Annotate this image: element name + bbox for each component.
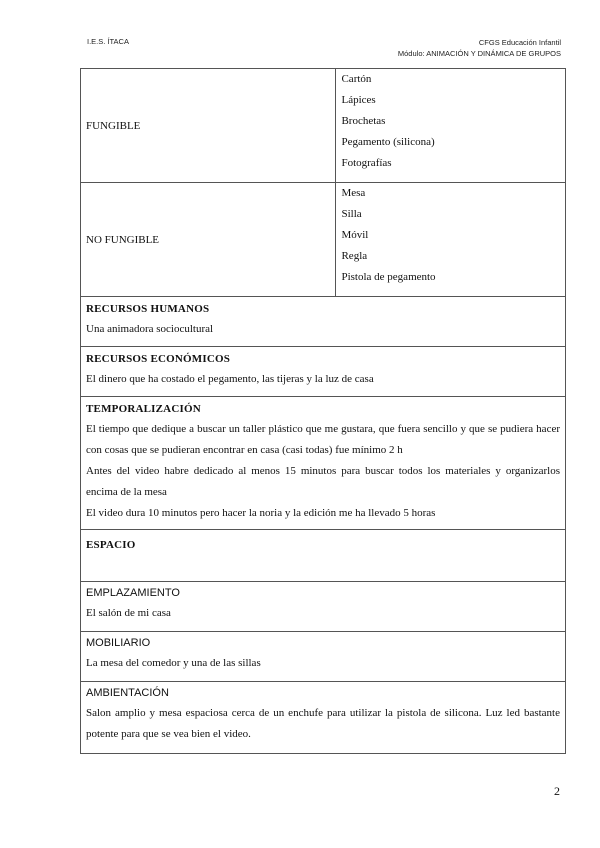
ambience-text: Salon amplio y mesa espaciosa cerca de un enchufe para utilizar la pistola de silicona. Luz led bastante potente para que se vea bien el video. [86,707,560,740]
economic-resources-row [81,347,566,397]
economic-resources-text: El dinero que ha costado el pegamento, las tijeras y la luz de casa [86,373,374,385]
furniture-cell [81,632,566,682]
space-title: ESPACIO [86,539,136,551]
location-title: EMPLAZAMIENTO [86,587,180,599]
timing-cell [81,397,566,530]
list-item: Silla [341,208,362,220]
list-item: Pegamento (silicona) [341,136,435,148]
ambience-cell [81,682,566,754]
list-item: Fotografías [341,157,392,169]
fungible-items [336,69,566,183]
list-item: Cartón [341,73,372,85]
no-fungible-row [81,183,566,297]
header-course [398,37,561,59]
human-resources-text: Una animadora sociocultural [86,323,214,335]
list-item: Móvil [341,229,369,241]
timing-paragraph-2: Antes del video habre dedicado al menos 15 minutos para buscar todos los materiales y organizarlos encima de la mesa [86,465,560,498]
human-resources-row [81,297,566,347]
furniture-title: MOBILIARIO [86,637,151,649]
page-number: 2 [554,784,560,798]
furniture-row [81,632,566,682]
header-course-line2: Módulo: ANIMACIÓN Y DINÁMICA DE GRUPOS [397,49,561,58]
economic-resources-title: RECURSOS ECONÓMICOS [86,353,231,365]
space-cell [81,530,566,582]
human-resources-cell [81,297,566,347]
no-fungible-items [336,183,566,297]
timing-row [81,397,566,530]
list-item: Brochetas [341,115,386,127]
list-item: Pistola de pegamento [341,271,436,283]
economic-resources-cell [81,347,566,397]
human-resources-title: RECURSOS HUMANOS [86,303,210,315]
list-item: Regla [341,250,368,262]
location-text: El salón de mi casa [86,607,171,619]
resources-table [80,68,566,754]
header-course-line1: CFGS Educación Infantil [478,38,561,47]
timing-paragraph-3: El video dura 10 minutos pero hacer la noria y la edición me ha llevado 5 horas [86,507,436,519]
header-school: I.E.S. ÍTACA [87,37,129,46]
fungible-label: FUNGIBLE [81,69,336,183]
location-cell [81,582,566,632]
timing-title: TEMPORALIZACIÓN [86,403,201,415]
timing-paragraph-1: El tiempo que dedique a buscar un taller plástico que me gustara, que fuera sencillo y que se pudiera hacer con cosas que se pudieran encontrar en casa (casi todas) fue mínimo 2 h [86,423,560,456]
furniture-text: La mesa del comedor y una de las sillas [86,657,261,669]
ambience-row [81,682,566,754]
space-row [81,530,566,582]
location-row [81,582,566,632]
no-fungible-label: NO FUNGIBLE [81,183,336,297]
list-item: Lápices [341,94,376,106]
list-item: Mesa [341,187,366,199]
fungible-row [81,69,566,183]
ambience-title: AMBIENTACIÓN [86,687,169,699]
